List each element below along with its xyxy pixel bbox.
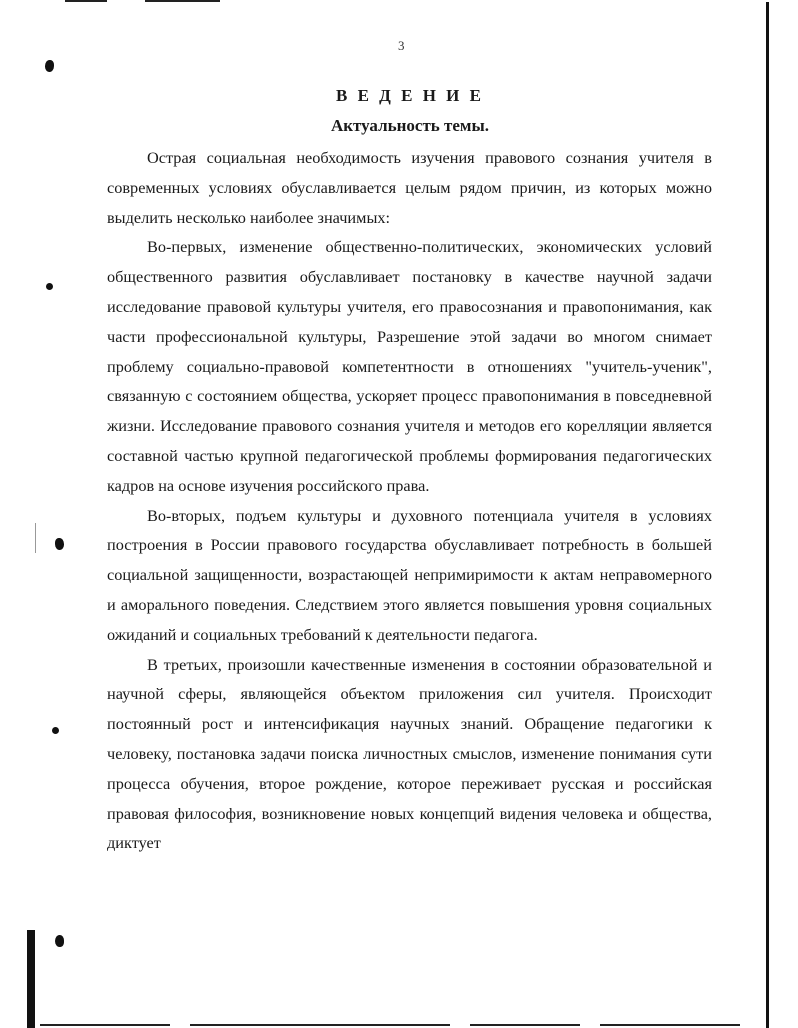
scan-mark-top	[145, 0, 220, 2]
scan-mark-bottom-1	[40, 1024, 170, 1026]
page-number: 3	[398, 38, 405, 53]
paragraph-third-reason: В третьих, произошли качественные изменения в состоянии образовательной и научной сферы, являющейся объектом приложения сил учителя. Происходит постоянный рост и интенсификация научных знаний. Обращение педагогики к человеку, постановка задачи поиска личностных смыслов, изменение понимания сути процесса обучения, второе рождение, которое переживает русская и российская правовая философия, возникновение новых концепций видения человека и общества, диктует	[107, 654, 712, 853]
paragraph-second-reason: Во-вторых, подъем культуры и духовного потенциала учителя в условиях построения в России правового государства обуславливает потребность в большей социальной защищенности, возрастающей непримиримости к актам неправомерного и аморального поведения. Следствием этого является повышения уровня социальных ожиданий и социальных требований к деятельности педагога.	[107, 505, 712, 644]
page-title: В Е Д Е Н И Е	[336, 86, 484, 105]
margin-mark	[35, 523, 36, 553]
scan-mark-bottom-2	[190, 1024, 450, 1026]
binder-hole-mark-5	[55, 935, 64, 947]
binder-hole-mark-2	[46, 283, 53, 290]
scan-mark-bottom-3	[470, 1024, 580, 1026]
scan-mark-top-left	[65, 0, 107, 2]
binder-hole-mark-1	[45, 60, 54, 72]
binder-hole-mark-3	[55, 538, 64, 550]
paragraph-intro: Острая социальная необходимость изучения правового сознания учителя в современных условиях обуславливается целым рядом причин, из которых можно выделить несколько наиболее значимых:	[107, 148, 712, 227]
scan-mark-bottom-4	[600, 1024, 740, 1026]
section-subtitle: Актуальность темы.	[330, 116, 490, 135]
scan-edge-left-bottom	[27, 930, 35, 1028]
scan-edge-right	[766, 2, 769, 1028]
body-text	[107, 143, 712, 858]
paragraph-first-reason: Во-первых, изменение общественно-политических, экономических условий общественного развития обуславливает постановку в качестве научной задачи исследование правовой культуры учителя, его правосознания и правопонимания, как части профессиональной культуры, Разрешение этой задачи во многом снимает проблему социально-правовой компетентности в отношениях "учитель-ученик", связанную с состоянием общества, ускоряет процесс правопонимания в повседневной жизни. Исследование правового сознания учителя и методов его корелляции является составной частью крупной педагогической проблемы формирования педагогических кадров на основе изучения российского права.	[107, 237, 712, 495]
binder-hole-mark-4	[52, 727, 59, 734]
